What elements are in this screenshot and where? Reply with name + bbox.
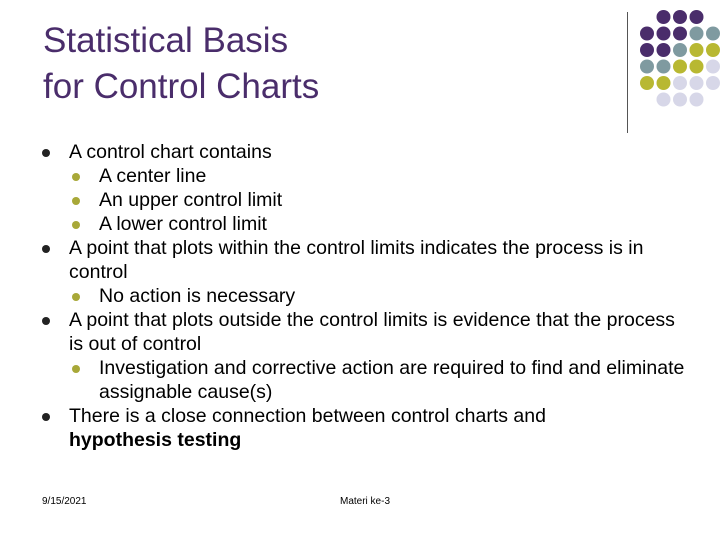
decorative-dot [673, 10, 687, 24]
sub-bullet-icon [71, 164, 81, 188]
sub-bullet-text: A lower control limit [99, 213, 267, 235]
bullet-item [41, 404, 691, 452]
sub-bullet-item [41, 164, 691, 188]
decorative-dot [690, 43, 704, 57]
sub-bullet-text: Investigation and corrective action are required to find and eliminate assignable cause(s) [99, 357, 685, 403]
footer-label: Materi ke-3 [340, 496, 391, 507]
decorative-dot [673, 27, 687, 41]
bullet-text: A control chart contains [69, 141, 272, 163]
decorative-dot [673, 76, 687, 90]
decorative-dot [706, 27, 720, 41]
decorative-dot [657, 27, 671, 41]
bullet-icon [41, 308, 51, 332]
bullet-text: There is a close connection between control charts and [69, 405, 546, 427]
decorative-dot [690, 10, 704, 24]
sub-bullet-item [41, 284, 691, 308]
sub-bullet-text: No action is necessary [99, 285, 296, 307]
footer-date: 9/15/2021 [42, 496, 87, 507]
bullet-icon [41, 404, 51, 428]
bullet-list [41, 140, 691, 452]
decorative-dot [673, 60, 687, 74]
sub-bullet-item [41, 188, 691, 212]
decorative-dot [657, 10, 671, 24]
title-line-2: for Control Charts [43, 67, 320, 106]
sub-bullet-icon [71, 284, 81, 308]
decorative-dot [640, 43, 654, 57]
decorative-dot [640, 60, 654, 74]
decorative-dot [706, 60, 720, 74]
bullet-item [41, 236, 691, 284]
bullet-text: A point that plots outside the control limits is evidence that the process is out of control [69, 309, 675, 355]
decorative-dot [690, 76, 704, 90]
bullet-text-bold: hypothesis testing [69, 429, 242, 451]
decorative-dot [640, 76, 654, 90]
decorative-dot [673, 43, 687, 57]
decorative-dot [657, 76, 671, 90]
decorative-dot [640, 27, 654, 41]
bullet-text: A point that plots within the control limits indicates the process is in control [69, 237, 644, 283]
decorative-dot [657, 60, 671, 74]
sub-bullet-text: A center line [99, 165, 207, 187]
sub-bullet-text: An upper control limit [99, 189, 283, 211]
decorative-dot [706, 43, 720, 57]
sub-bullet-icon [71, 188, 81, 212]
bullet-icon [41, 140, 51, 164]
decorative-dot [690, 60, 704, 74]
decorative-dot [690, 27, 704, 41]
decorative-dot [690, 93, 704, 107]
sub-bullet-icon [71, 212, 81, 236]
decorative-dot [657, 93, 671, 107]
bullet-item [41, 140, 691, 164]
title-line-1: Statistical Basis [43, 21, 289, 60]
sub-bullet-item [41, 212, 691, 236]
bullet-icon [41, 236, 51, 260]
decorative-dot-grid [0, 0, 720, 140]
decorative-divider [627, 12, 628, 133]
decorative-dot [706, 76, 720, 90]
decorative-dot [657, 43, 671, 57]
sub-bullet-item [41, 356, 691, 404]
decorative-dot [673, 93, 687, 107]
bullet-item [41, 308, 691, 356]
sub-bullet-icon [71, 356, 81, 380]
